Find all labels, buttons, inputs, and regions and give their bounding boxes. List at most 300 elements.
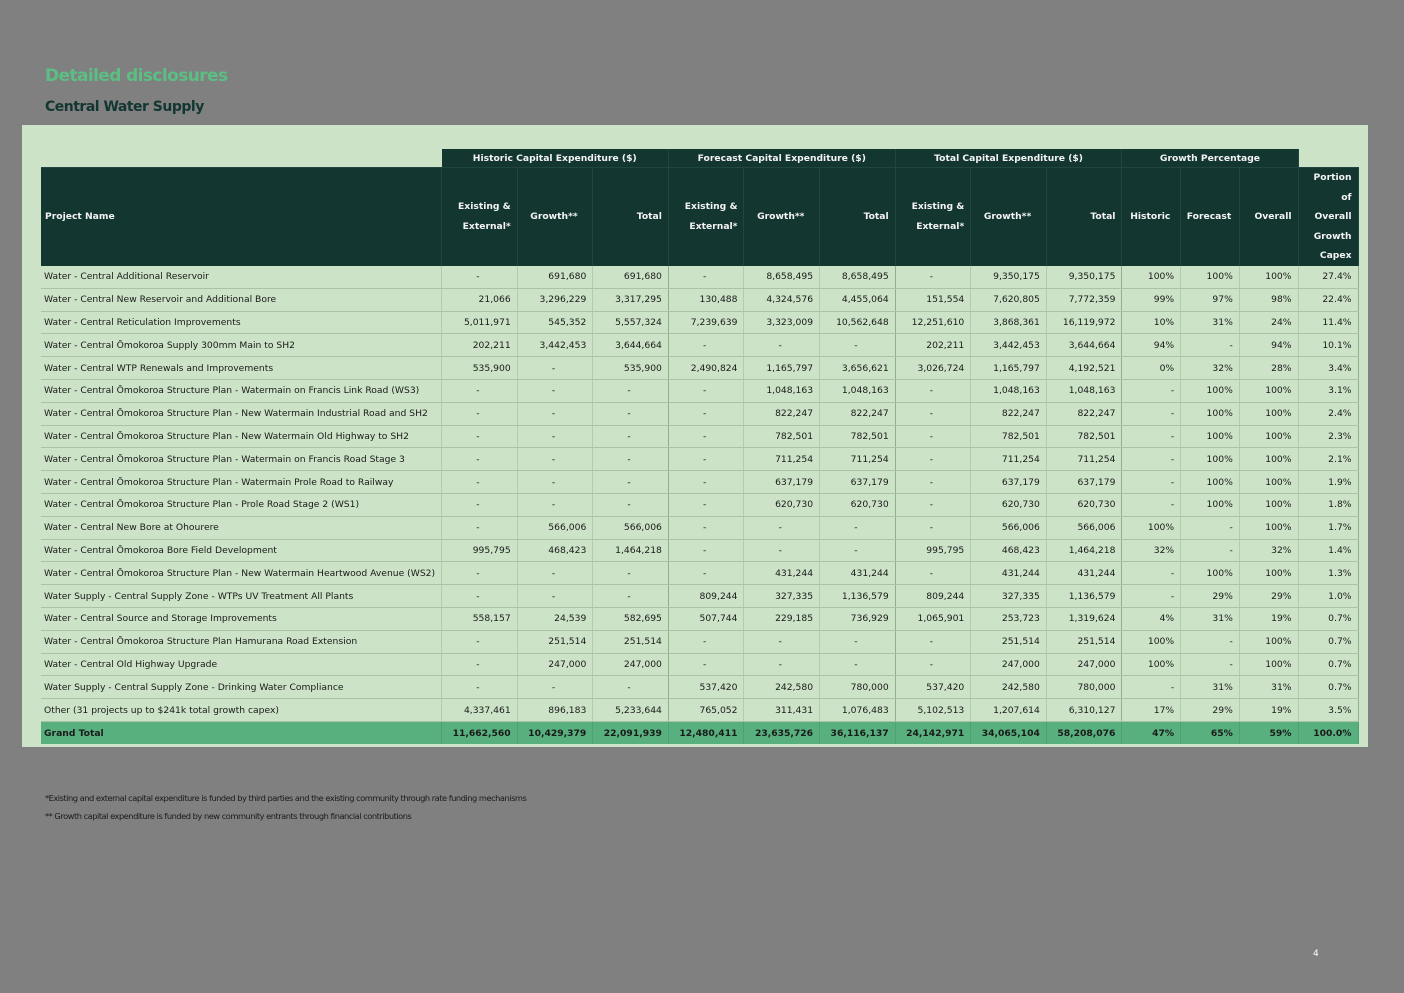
cell-total-total: 251,514 [1046,630,1122,653]
cell-forecast-existing: - [668,539,744,562]
cell-pct-overall: 100% [1239,516,1298,539]
cell-total-existing: 151,554 [895,288,971,311]
cell-total-existing: - [895,630,971,653]
cell-pct-historic: 32% [1122,539,1181,562]
total-cell-historic-existing: 11,662,560 [442,721,518,744]
cell-historic-existing: - [442,676,518,699]
cell-historic-total: 3,644,664 [593,334,669,357]
cell-forecast-existing: 130,488 [668,288,744,311]
cell-forecast-total: 1,076,483 [820,699,896,722]
cell-pct-overall: 32% [1239,539,1298,562]
cell-forecast-existing: 765,052 [668,699,744,722]
col-header-total-total: Total [1046,168,1122,266]
cell-pct-overall: 31% [1239,676,1298,699]
cell-forecast-growth: 782,501 [744,425,820,448]
cell-total-growth: 782,501 [971,425,1047,448]
cell-historic-total: - [593,585,669,608]
cell-historic-existing: - [442,379,518,402]
cell-total-total: 247,000 [1046,653,1122,676]
cell-forecast-existing: 2,490,824 [668,357,744,380]
cell-forecast-existing: - [668,630,744,653]
cell-total-existing: 3,026,724 [895,357,971,380]
cell-total-growth: 253,723 [971,607,1047,630]
cell-historic-total: 582,695 [593,607,669,630]
cell-historic-existing: - [442,585,518,608]
cell-pct-historic: - [1122,562,1181,585]
table-row [41,402,1358,425]
total-cell-project-name: Grand Total [41,721,442,744]
cell-total-growth: 3,442,453 [971,334,1047,357]
cell-pct-historic: 100% [1122,630,1181,653]
cell-total-total: 6,310,127 [1046,699,1122,722]
cell-pct-overall: 100% [1239,493,1298,516]
cell-historic-growth: 3,442,453 [517,334,593,357]
cell-historic-total: - [593,402,669,425]
cell-project-name: Water - Central Ōmokoroa Supply 300mm Main to SH2 [41,334,442,357]
cell-historic-total: - [593,379,669,402]
capex-table [41,149,1359,744]
cell-forecast-total: 822,247 [820,402,896,425]
cell-total-total: 1,048,163 [1046,379,1122,402]
cell-forecast-total: - [820,653,896,676]
cell-forecast-growth: 637,179 [744,471,820,494]
cell-project-name: Water - Central Reticulation Improvements [41,311,442,334]
cell-pct-overall: 98% [1239,288,1298,311]
cell-portion-growth-capex: 0.7% [1298,630,1358,653]
cell-historic-growth: - [517,493,593,516]
cell-portion-growth-capex: 1.7% [1298,516,1358,539]
cell-forecast-total: - [820,630,896,653]
table-row [41,379,1358,402]
table-row [41,425,1358,448]
cell-pct-forecast: 31% [1181,676,1240,699]
cell-forecast-total: 736,929 [820,607,896,630]
total-cell-pct-forecast: 65% [1181,721,1240,744]
cell-forecast-existing: - [668,562,744,585]
cell-pct-overall: 24% [1239,311,1298,334]
cell-forecast-total: 1,136,579 [820,585,896,608]
cell-pct-overall: 100% [1239,653,1298,676]
cell-historic-existing: 202,211 [442,334,518,357]
cell-portion-growth-capex: 10.1% [1298,334,1358,357]
cell-total-existing: - [895,448,971,471]
group-header-total: Total Capital Expenditure ($) [895,149,1122,168]
footnote-growth: ** Growth capital expenditure is funded by new community entrants through financial contributions [45,811,412,821]
cell-forecast-existing: 507,744 [668,607,744,630]
cell-forecast-total: - [820,539,896,562]
cell-pct-overall: 94% [1239,334,1298,357]
cell-pct-historic: - [1122,402,1181,425]
cell-forecast-growth: 431,244 [744,562,820,585]
cell-total-growth: 1,048,163 [971,379,1047,402]
cell-forecast-existing: - [668,266,744,289]
cell-pct-forecast: 29% [1181,699,1240,722]
cell-total-growth: 327,335 [971,585,1047,608]
cell-historic-growth: 566,006 [517,516,593,539]
cell-forecast-existing: 809,244 [668,585,744,608]
cell-historic-existing: - [442,653,518,676]
cell-project-name: Water - Central Source and Storage Improvements [41,607,442,630]
col-header-historic-total: Total [593,168,669,266]
cell-total-total: 566,006 [1046,516,1122,539]
cell-historic-growth: - [517,357,593,380]
cell-pct-historic: - [1122,585,1181,608]
table-row [41,334,1358,357]
cell-total-total: 1,464,218 [1046,539,1122,562]
cell-historic-existing: - [442,562,518,585]
cell-total-growth: 247,000 [971,653,1047,676]
cell-total-existing: 1,065,901 [895,607,971,630]
cell-project-name: Water - Central Ōmokoroa Structure Plan - New Watermain Heartwood Avenue (WS2) [41,562,442,585]
table-row [41,311,1358,334]
cell-historic-existing: 4,337,461 [442,699,518,722]
cell-total-total: 3,644,664 [1046,334,1122,357]
cell-historic-existing: - [442,630,518,653]
cell-total-total: 782,501 [1046,425,1122,448]
cell-historic-growth: - [517,402,593,425]
col-header-portion-growth-capex: Portion of Overall Growth Capex [1298,168,1358,266]
total-cell-historic-total: 22,091,939 [593,721,669,744]
cell-total-existing: - [895,402,971,425]
cell-pct-historic: 10% [1122,311,1181,334]
cell-historic-existing: - [442,448,518,471]
cell-historic-growth: 247,000 [517,653,593,676]
cell-project-name: Water - Central Ōmokoroa Structure Plan - New Watermain Old Highway to SH2 [41,425,442,448]
cell-historic-growth: - [517,448,593,471]
cell-forecast-total: 1,048,163 [820,379,896,402]
cell-portion-growth-capex: 3.5% [1298,699,1358,722]
cell-historic-existing: - [442,516,518,539]
table-row [41,607,1358,630]
cell-historic-total: - [593,562,669,585]
cell-portion-growth-capex: 0.7% [1298,676,1358,699]
col-header-total-growth: Growth** [971,168,1047,266]
footnotes [45,789,526,825]
cell-forecast-growth: 229,185 [744,607,820,630]
cell-project-name: Water - Central Ōmokoroa Structure Plan - Watermain Prole Road to Railway [41,471,442,494]
cell-total-existing: 809,244 [895,585,971,608]
cell-pct-forecast: 100% [1181,448,1240,471]
cell-historic-total: 566,006 [593,516,669,539]
cell-forecast-growth: 711,254 [744,448,820,471]
cell-portion-growth-capex: 3.4% [1298,357,1358,380]
total-cell-total-existing: 24,142,971 [895,721,971,744]
cell-forecast-existing: - [668,516,744,539]
cell-forecast-growth: 4,324,576 [744,288,820,311]
cell-historic-total: - [593,471,669,494]
cell-project-name: Water - Central WTP Renewals and Improvements [41,357,442,380]
cell-total-existing: 12,251,610 [895,311,971,334]
cell-pct-overall: 19% [1239,699,1298,722]
cell-pct-forecast: 97% [1181,288,1240,311]
cell-pct-historic: - [1122,448,1181,471]
cell-total-growth: 242,580 [971,676,1047,699]
cell-portion-growth-capex: 3.1% [1298,379,1358,402]
group-header-blank [41,149,442,168]
cell-total-growth: 9,350,175 [971,266,1047,289]
cell-total-growth: 822,247 [971,402,1047,425]
cell-pct-historic: - [1122,425,1181,448]
cell-forecast-growth: - [744,653,820,676]
cell-forecast-existing: - [668,425,744,448]
cell-historic-existing: 21,066 [442,288,518,311]
cell-pct-forecast: - [1181,630,1240,653]
cell-pct-historic: 17% [1122,699,1181,722]
col-header-total-existing: Existing & External* [895,168,971,266]
total-cell-forecast-total: 36,116,137 [820,721,896,744]
cell-pct-forecast: 100% [1181,402,1240,425]
cell-pct-overall: 19% [1239,607,1298,630]
cell-pct-historic: 99% [1122,288,1181,311]
cell-total-existing: 537,420 [895,676,971,699]
cell-project-name: Water - Central New Reservoir and Additional Bore [41,288,442,311]
cell-historic-existing: - [442,425,518,448]
cell-total-existing: - [895,653,971,676]
cell-total-total: 7,772,359 [1046,288,1122,311]
cell-historic-total: 251,514 [593,630,669,653]
cell-forecast-total: 780,000 [820,676,896,699]
total-cell-forecast-growth: 23,635,726 [744,721,820,744]
cell-forecast-total: - [820,516,896,539]
col-header-pct-forecast: Forecast [1181,168,1240,266]
col-header-forecast-total: Total [820,168,896,266]
cell-project-name: Water - Central Ōmokoroa Structure Plan - Watermain on Francis Road Stage 3 [41,448,442,471]
cell-total-total: 9,350,175 [1046,266,1122,289]
cell-portion-growth-capex: 2.4% [1298,402,1358,425]
cell-pct-overall: 100% [1239,448,1298,471]
cell-total-existing: - [895,471,971,494]
cell-pct-overall: 100% [1239,471,1298,494]
table-row [41,357,1358,380]
cell-project-name: Water - Central Ōmokoroa Bore Field Development [41,539,442,562]
cell-historic-growth: 545,352 [517,311,593,334]
cell-forecast-total: 431,244 [820,562,896,585]
cell-total-existing: 5,102,513 [895,699,971,722]
cell-total-total: 1,319,624 [1046,607,1122,630]
group-header-forecast: Forecast Capital Expenditure ($) [668,149,895,168]
cell-historic-growth: - [517,676,593,699]
cell-total-total: 1,136,579 [1046,585,1122,608]
cell-pct-forecast: 31% [1181,311,1240,334]
cell-forecast-growth: - [744,516,820,539]
cell-forecast-existing: - [668,653,744,676]
cell-total-total: 780,000 [1046,676,1122,699]
cell-project-name: Water - Central Ōmokoroa Structure Plan - Prole Road Stage 2 (WS1) [41,493,442,516]
cell-forecast-total: 620,730 [820,493,896,516]
col-header-project-name: Project Name [41,168,442,266]
cell-historic-existing: - [442,402,518,425]
cell-total-existing: - [895,266,971,289]
cell-historic-growth: 3,296,229 [517,288,593,311]
cell-total-existing: - [895,425,971,448]
cell-historic-existing: 535,900 [442,357,518,380]
cell-historic-total: 535,900 [593,357,669,380]
cell-total-growth: 1,165,797 [971,357,1047,380]
table-row [41,288,1358,311]
cell-historic-total: - [593,493,669,516]
cell-historic-existing: 995,795 [442,539,518,562]
cell-total-total: 431,244 [1046,562,1122,585]
cell-project-name: Water - Central New Bore at Ohourere [41,516,442,539]
cell-total-growth: 431,244 [971,562,1047,585]
cell-pct-overall: 100% [1239,266,1298,289]
group-header-blank [1298,149,1358,168]
group-header-growth-percentage: Growth Percentage [1122,149,1298,168]
cell-pct-overall: 100% [1239,379,1298,402]
cell-pct-forecast: 100% [1181,425,1240,448]
cell-pct-historic: 94% [1122,334,1181,357]
cell-pct-forecast: 31% [1181,607,1240,630]
cell-pct-forecast: 100% [1181,471,1240,494]
cell-project-name: Water - Central Additional Reservoir [41,266,442,289]
cell-forecast-total: 711,254 [820,448,896,471]
cell-portion-growth-capex: 22.4% [1298,288,1358,311]
cell-project-name: Water - Central Old Highway Upgrade [41,653,442,676]
cell-project-name: Water - Central Ōmokoroa Structure Plan - New Watermain Industrial Road and SH2 [41,402,442,425]
cell-historic-existing: 5,011,971 [442,311,518,334]
cell-forecast-existing: 7,239,639 [668,311,744,334]
page-number: 4 [1313,949,1319,959]
cell-historic-existing: 558,157 [442,607,518,630]
cell-historic-total: - [593,676,669,699]
cell-forecast-total: 8,658,495 [820,266,896,289]
cell-project-name: Water - Central Ōmokoroa Structure Plan - Watermain on Francis Link Road (WS3) [41,379,442,402]
page-subtitle: Central Water Supply [45,99,204,115]
table-row [41,516,1358,539]
cell-project-name: Water Supply - Central Supply Zone - Drinking Water Compliance [41,676,442,699]
cell-portion-growth-capex: 1.0% [1298,585,1358,608]
cell-pct-forecast: - [1181,516,1240,539]
cell-total-total: 16,119,972 [1046,311,1122,334]
cell-forecast-growth: 1,048,163 [744,379,820,402]
cell-forecast-total: 782,501 [820,425,896,448]
cell-pct-forecast: 100% [1181,379,1240,402]
cell-historic-growth: - [517,379,593,402]
cell-pct-forecast: 32% [1181,357,1240,380]
cell-historic-total: 5,557,324 [593,311,669,334]
cell-pct-overall: 100% [1239,402,1298,425]
cell-total-total: 822,247 [1046,402,1122,425]
cell-forecast-growth: 311,431 [744,699,820,722]
cell-historic-total: 5,233,644 [593,699,669,722]
column-header-row [41,168,1358,266]
cell-portion-growth-capex: 0.7% [1298,607,1358,630]
cell-pct-historic: - [1122,471,1181,494]
group-header-historic: Historic Capital Expenditure ($) [442,149,669,168]
cell-historic-existing: - [442,266,518,289]
cell-pct-historic: 100% [1122,266,1181,289]
cell-historic-growth: - [517,585,593,608]
cell-portion-growth-capex: 0.7% [1298,653,1358,676]
cell-project-name: Water Supply - Central Supply Zone - WTPs UV Treatment All Plants [41,585,442,608]
table-row [41,699,1358,722]
cell-historic-growth: - [517,562,593,585]
cell-forecast-growth: 8,658,495 [744,266,820,289]
col-header-pct-historic: Historic [1122,168,1181,266]
group-header-row [41,149,1358,168]
cell-total-total: 637,179 [1046,471,1122,494]
cell-portion-growth-capex: 1.4% [1298,539,1358,562]
cell-forecast-growth: 1,165,797 [744,357,820,380]
total-cell-total-total: 58,208,076 [1046,721,1122,744]
cell-forecast-growth: 822,247 [744,402,820,425]
table-row [41,471,1358,494]
col-header-historic-growth: Growth** [517,168,593,266]
cell-forecast-growth: 3,323,009 [744,311,820,334]
grand-total-row [41,721,1358,744]
total-cell-pct-historic: 47% [1122,721,1181,744]
table-body [41,266,1358,745]
table-row [41,630,1358,653]
footnote-existing-external: *Existing and external capital expenditure is funded by third parties and the existing community through rate funding mechanisms [45,793,527,803]
cell-project-name: Other (31 projects up to $241k total growth capex) [41,699,442,722]
cell-forecast-existing: - [668,448,744,471]
cell-historic-total: - [593,425,669,448]
cell-forecast-total: 4,455,064 [820,288,896,311]
cell-historic-existing: - [442,493,518,516]
cell-portion-growth-capex: 27.4% [1298,266,1358,289]
cell-forecast-total: 3,656,621 [820,357,896,380]
cell-total-existing: 202,211 [895,334,971,357]
cell-historic-growth: 251,514 [517,630,593,653]
cell-forecast-growth: - [744,630,820,653]
disclosure-table-panel [22,125,1368,747]
cell-pct-historic: 0% [1122,357,1181,380]
col-header-forecast-existing: Existing & External* [668,168,744,266]
cell-total-total: 711,254 [1046,448,1122,471]
cell-pct-forecast: - [1181,653,1240,676]
cell-portion-growth-capex: 11.4% [1298,311,1358,334]
cell-historic-growth: - [517,425,593,448]
col-header-forecast-growth: Growth** [744,168,820,266]
total-cell-portion-growth-capex: 100.0% [1298,721,1358,744]
cell-pct-forecast: 100% [1181,493,1240,516]
cell-total-existing: - [895,516,971,539]
cell-total-existing: - [895,379,971,402]
cell-forecast-growth: - [744,334,820,357]
cell-historic-growth: 24,539 [517,607,593,630]
cell-forecast-growth: - [744,539,820,562]
cell-pct-historic: 100% [1122,516,1181,539]
col-header-pct-overall: Overall [1239,168,1298,266]
table-row [41,676,1358,699]
total-cell-total-growth: 34,065,104 [971,721,1047,744]
cell-pct-overall: 28% [1239,357,1298,380]
table-row [41,562,1358,585]
cell-historic-total: - [593,448,669,471]
cell-historic-growth: 691,680 [517,266,593,289]
cell-pct-forecast: - [1181,334,1240,357]
table-row [41,266,1358,289]
cell-historic-growth: - [517,471,593,494]
cell-pct-overall: 100% [1239,425,1298,448]
cell-pct-forecast: 100% [1181,562,1240,585]
cell-forecast-total: 637,179 [820,471,896,494]
cell-historic-growth: 468,423 [517,539,593,562]
cell-total-existing: 995,795 [895,539,971,562]
cell-portion-growth-capex: 1.9% [1298,471,1358,494]
total-cell-forecast-existing: 12,480,411 [668,721,744,744]
cell-pct-overall: 29% [1239,585,1298,608]
cell-pct-overall: 100% [1239,630,1298,653]
cell-pct-historic: - [1122,676,1181,699]
table-row [41,493,1358,516]
cell-total-growth: 620,730 [971,493,1047,516]
cell-forecast-existing: - [668,471,744,494]
cell-historic-total: 3,317,295 [593,288,669,311]
cell-historic-growth: 896,183 [517,699,593,722]
cell-pct-forecast: 100% [1181,266,1240,289]
